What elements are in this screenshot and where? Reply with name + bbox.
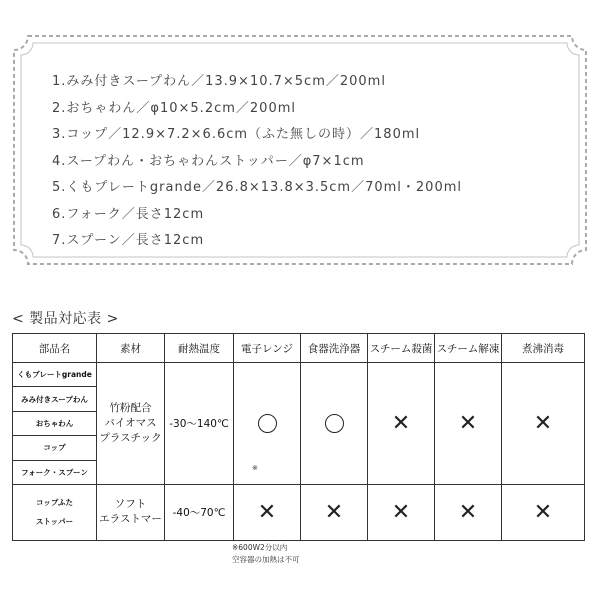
spec-item: 3.コップ／12.9×7.2×6.6cm（ふた無しの時）／180ml bbox=[52, 127, 421, 142]
spec-item: 4.スープわん・おちゃわんストッパー／φ7×1cm bbox=[52, 153, 365, 169]
microwave-mark-cell bbox=[234, 363, 301, 485]
spec-item: 6.フォーク／長さ12cm bbox=[52, 206, 205, 222]
cross-mark-icon: ✕ bbox=[324, 499, 344, 525]
spec-item: 2.おちゃわん／φ10×5.2cm／200ml bbox=[52, 100, 296, 116]
steam-sterilize-mark-cell bbox=[368, 363, 435, 485]
spec-item: 5.くもプレートgrande／26.8×13.8×3.5cm／70ml・200ml bbox=[52, 180, 463, 195]
part-cell: みみ付きスープわん bbox=[13, 387, 97, 411]
part-cell: フォーク・スプーン bbox=[13, 460, 97, 484]
spec-item: 7.スプーン／長さ12cm bbox=[52, 233, 205, 248]
steam-thaw-mark-cell bbox=[435, 484, 502, 540]
circle-mark-icon bbox=[258, 414, 277, 433]
compat-table bbox=[12, 333, 585, 541]
temperature-cell: -30～140℃ bbox=[165, 363, 234, 485]
part-line: ストッパー bbox=[35, 517, 74, 527]
header-dishwasher: 食器洗浄器 bbox=[301, 334, 368, 363]
cross-mark-icon: ✕ bbox=[533, 499, 553, 525]
table-row bbox=[13, 484, 585, 540]
cross-mark-icon: ✕ bbox=[533, 410, 553, 436]
microwave-note: ※ bbox=[252, 463, 258, 472]
boil-sterilize-mark-cell bbox=[502, 363, 585, 485]
material-line: プラスチック bbox=[99, 431, 162, 444]
header-boil-sterilize: 煮沸消毒 bbox=[502, 334, 585, 363]
cross-mark-icon: ✕ bbox=[458, 499, 478, 525]
material-cell bbox=[97, 363, 165, 485]
header-steam-sterilize: スチーム殺菌 bbox=[368, 334, 435, 363]
dishwasher-mark-cell bbox=[301, 363, 368, 485]
boil-sterilize-mark-cell bbox=[502, 484, 585, 540]
temperature-cell: -40～70℃ bbox=[165, 484, 234, 540]
microwave-mark-cell bbox=[234, 484, 301, 540]
cross-mark-icon: ✕ bbox=[257, 499, 277, 525]
footnote-line: 空容器の加熱は不可 bbox=[232, 555, 300, 564]
material-line: バイオマス bbox=[104, 416, 157, 429]
header-microwave: 電子レンジ bbox=[234, 334, 301, 363]
part-line: コップふた bbox=[36, 498, 73, 508]
steam-thaw-mark-cell bbox=[435, 363, 502, 485]
material-cell bbox=[97, 484, 165, 540]
circle-mark-icon bbox=[325, 414, 344, 433]
part-cell: コップ bbox=[13, 436, 97, 460]
cross-mark-icon: ✕ bbox=[391, 499, 411, 525]
table-header-row bbox=[13, 334, 585, 363]
dishwasher-mark-cell bbox=[301, 484, 368, 540]
header-part: 部品名 bbox=[13, 334, 97, 363]
spec-item: 1.みみ付きスープわん／13.9×10.7×5cm／200ml bbox=[52, 74, 386, 89]
material-line: ソフト bbox=[114, 498, 147, 511]
footnote-line: ※600W2分以内 bbox=[232, 543, 288, 552]
steam-sterilize-mark-cell bbox=[368, 484, 435, 540]
part-cell bbox=[13, 484, 97, 540]
material-line: 竹粉配合 bbox=[109, 401, 152, 414]
cross-mark-icon: ✕ bbox=[458, 410, 478, 436]
cross-mark-icon: ✕ bbox=[391, 410, 411, 436]
compat-table-title: < 製品対応表 > bbox=[12, 311, 119, 327]
table-row bbox=[13, 363, 585, 387]
header-material: 素材 bbox=[97, 334, 165, 363]
footnote bbox=[232, 542, 300, 566]
header-steam-thaw: スチーム解凍 bbox=[435, 334, 502, 363]
part-cell: くもプレートgrande bbox=[13, 363, 97, 387]
spec-list bbox=[52, 69, 462, 255]
material-line: エラストマー bbox=[99, 513, 162, 526]
header-temperature: 耐熱温度 bbox=[165, 334, 234, 363]
part-cell: おちゃわん bbox=[13, 411, 97, 435]
